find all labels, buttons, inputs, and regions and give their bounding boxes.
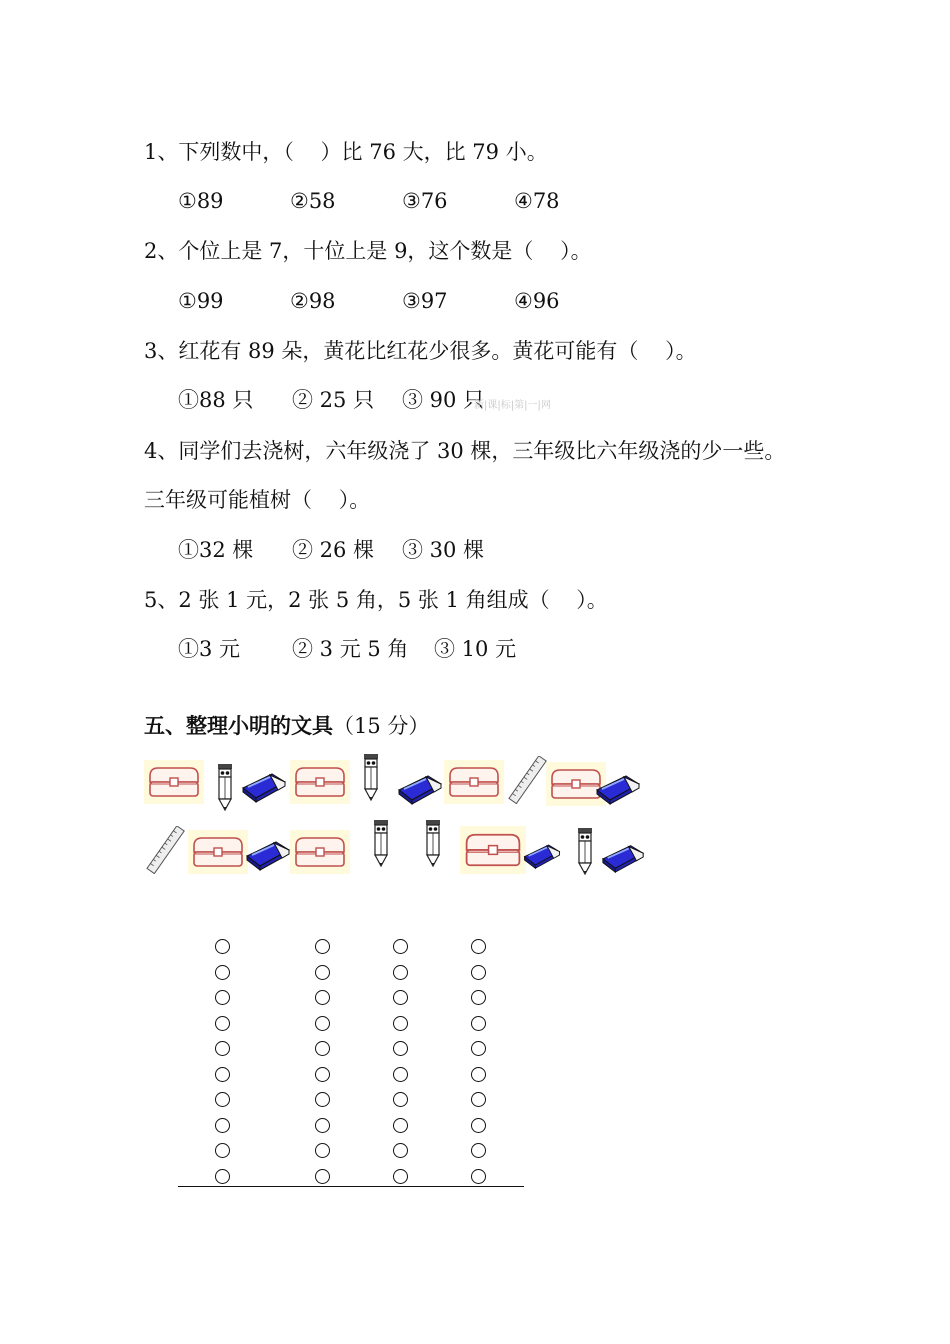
- question-4-option-3: ③ 30 棵: [402, 538, 485, 562]
- eraser-icon: [600, 840, 646, 874]
- pencil-icon: [360, 752, 382, 802]
- question-2-option-1: ①99: [178, 289, 224, 313]
- eraser-icon: [244, 836, 292, 872]
- pencil-box-icon: [144, 760, 204, 804]
- section-5-points: （15 分）: [333, 714, 430, 738]
- tally-circle[interactable]: [393, 1092, 408, 1107]
- tally-circle[interactable]: [393, 1041, 408, 1056]
- question-2-option-4: ④96: [514, 289, 560, 313]
- section-5-title: [144, 710, 429, 740]
- tally-circle[interactable]: [315, 965, 330, 980]
- tally-circle[interactable]: [315, 1169, 330, 1184]
- question-1-option-3: ③76: [402, 189, 448, 213]
- section-5-title-text: 五、整理小明的文具: [144, 713, 333, 738]
- tally-circle[interactable]: [393, 1016, 408, 1031]
- tally-circle[interactable]: [215, 1067, 230, 1082]
- tally-circle[interactable]: [215, 939, 230, 954]
- pencil-box-icon: [290, 830, 350, 874]
- tally-circle[interactable]: [315, 1016, 330, 1031]
- tally-circle[interactable]: [215, 1041, 230, 1056]
- tally-circle[interactable]: [471, 990, 486, 1005]
- watermark: 新|课|标|第|一|网: [474, 400, 551, 411]
- question-5-option-1: ①3 元: [178, 637, 241, 661]
- tally-circle[interactable]: [215, 1092, 230, 1107]
- question-2-option-3: ③97: [402, 289, 448, 313]
- pencil-box-icon: [460, 826, 526, 874]
- question-1-option-4: ④78: [514, 189, 560, 213]
- question-4-option-1: ①32 棵: [178, 538, 254, 562]
- tally-circle[interactable]: [393, 1118, 408, 1133]
- question-4-option-2: ② 26 棵: [292, 538, 375, 562]
- tally-circle[interactable]: [215, 990, 230, 1005]
- question-4-text-cont: 三年级可能植树（ ）。: [144, 488, 371, 512]
- tally-circle[interactable]: [215, 1169, 230, 1184]
- tally-circle[interactable]: [315, 990, 330, 1005]
- eraser-icon: [594, 770, 642, 806]
- question-2-text: 2、个位上是 7，十位上是 9，这个数是（ ）。: [144, 239, 592, 263]
- tally-circle[interactable]: [471, 1092, 486, 1107]
- pencil-icon: [214, 762, 236, 812]
- chart-baseline: [178, 1186, 524, 1187]
- question-1-option-1: ①89: [178, 189, 224, 213]
- tally-circle[interactable]: [471, 1143, 486, 1158]
- tally-circle[interactable]: [215, 1016, 230, 1031]
- tally-circle[interactable]: [393, 1143, 408, 1158]
- tally-circle[interactable]: [215, 1143, 230, 1158]
- tally-circle[interactable]: [393, 990, 408, 1005]
- eraser-icon: [522, 840, 562, 870]
- tally-circle[interactable]: [471, 939, 486, 954]
- question-3-option-1: ①88 只: [178, 388, 254, 412]
- question-4-text: 4、同学们去浇树，六年级浇了 30 棵，三年级比六年级浇的少一些。: [144, 439, 786, 463]
- pencil-icon: [422, 818, 444, 868]
- question-1-option-2: ②58: [290, 189, 336, 213]
- pencil-box-icon: [188, 830, 248, 874]
- tally-circle[interactable]: [471, 1016, 486, 1031]
- tally-circle[interactable]: [471, 1067, 486, 1082]
- tally-circle[interactable]: [393, 1169, 408, 1184]
- tally-circle[interactable]: [315, 1041, 330, 1056]
- pencil-box-icon: [290, 760, 350, 804]
- tally-circle[interactable]: [471, 1118, 486, 1133]
- question-1-text: 1、下列数中，（ ）比 76 大，比 79 小。: [144, 140, 548, 164]
- tally-circle[interactable]: [393, 965, 408, 980]
- tally-circle[interactable]: [471, 1041, 486, 1056]
- ruler-icon: [508, 756, 548, 804]
- tally-circle[interactable]: [471, 1169, 486, 1184]
- tally-circle[interactable]: [471, 965, 486, 980]
- question-5-text: 5、2 张 1 元，2 张 5 角，5 张 1 角组成（ ）。: [144, 588, 608, 612]
- tally-circle[interactable]: [215, 1118, 230, 1133]
- tally-circle[interactable]: [315, 939, 330, 954]
- tally-circle[interactable]: [315, 1143, 330, 1158]
- eraser-icon: [396, 770, 444, 806]
- pencil-icon: [370, 818, 392, 868]
- ruler-icon: [146, 826, 186, 874]
- question-3-option-3: ③ 90 只: [402, 388, 485, 412]
- question-5-option-3: ③ 10 元: [434, 637, 517, 661]
- question-2-option-2: ②98: [290, 289, 336, 313]
- pencil-box-icon: [444, 760, 504, 804]
- eraser-icon: [240, 768, 288, 804]
- tally-circle[interactable]: [315, 1092, 330, 1107]
- pencil-icon: [574, 826, 596, 876]
- tally-circle[interactable]: [215, 965, 230, 980]
- tally-circle[interactable]: [315, 1118, 330, 1133]
- question-3-text: 3、红花有 89 朵，黄花比红花少很多。黄花可能有（ ）。: [144, 339, 697, 363]
- tally-circle[interactable]: [393, 939, 408, 954]
- question-3-option-2: ② 25 只: [292, 388, 375, 412]
- tally-circle[interactable]: [393, 1067, 408, 1082]
- tally-circle[interactable]: [315, 1067, 330, 1082]
- question-5-option-2: ② 3 元 5 角: [292, 637, 409, 661]
